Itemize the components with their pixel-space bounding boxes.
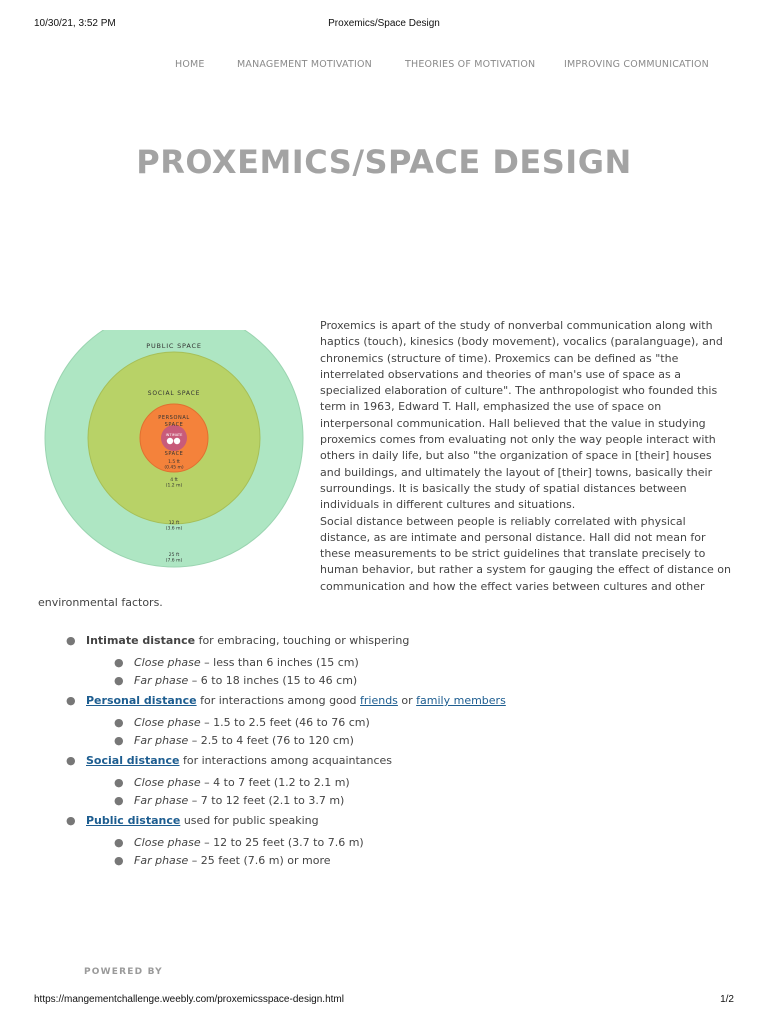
close-phase-text: – 1.5 to 2.5 feet (46 to 76 cm) (200, 716, 370, 729)
desc-intimate: for embracing, touching or whispering (195, 634, 410, 647)
list-item-public (66, 814, 319, 827)
list-item-personal (66, 694, 506, 707)
distance-2-ft: 4 ft (170, 478, 178, 483)
bullet: ● (66, 634, 76, 647)
far-phase-label: Far phase (134, 794, 189, 807)
distance-1-ft: 1.5 ft (168, 460, 180, 465)
sublist-item (114, 734, 354, 747)
intro-text (320, 318, 734, 595)
close-phase-text: – 4 to 7 feet (1.2 to 2.1 m) (200, 776, 350, 789)
term-personal-distance-link[interactable]: Personal distance (86, 694, 197, 707)
close-phase-text: – less than 6 inches (15 cm) (200, 656, 359, 669)
far-phase-label: Far phase (134, 854, 189, 867)
sublist-item (114, 716, 370, 729)
distance-4-ft: 25 ft (168, 553, 180, 558)
print-footer (0, 994, 768, 1008)
bullet: ● (66, 754, 76, 767)
sublist-item (114, 836, 364, 849)
print-datetime: 10/30/21, 3:52 PM (34, 18, 116, 29)
far-phase-label: Far phase (134, 734, 189, 747)
nav-theories-of-motivation[interactable]: THEORIES OF MOTIVATION (405, 59, 536, 70)
distance-4-m: (7.6 m) (165, 558, 183, 564)
intro-paragraph-2: Social distance between people is reliably correlated with physical distance, as are intimate and personal distance. Hall did not mean for these measurements to be strict guidelines that translate precisely to human behavior, but rather a system for gauging the effect of distance on communication and how the effect varies between cultures and other (320, 514, 731, 593)
term-intimate-distance: Intimate distance (86, 634, 196, 647)
sublist-item (114, 674, 358, 687)
person-marker-left (167, 438, 173, 444)
close-phase-text: – 12 to 25 feet (3.7 to 7.6 m) (200, 836, 364, 849)
term-social-distance-link[interactable]: Social distance (86, 754, 180, 767)
far-phase-text: – 6 to 18 inches (15 to 46 cm) (188, 674, 358, 687)
bullet: ● (66, 694, 76, 707)
label-intimate-space: INTIMATE (165, 433, 183, 437)
bullet: ● (114, 836, 124, 849)
sublist-item (114, 776, 350, 789)
bullet: ● (114, 656, 124, 669)
print-url: https://mangementchallenge.weebly.com/proxemicsspace-design.html (34, 994, 344, 1005)
family-members-link[interactable]: family members (416, 694, 506, 707)
far-phase-text: – 2.5 to 4 feet (76 to 120 cm) (188, 734, 354, 747)
intimate-space-circle (161, 425, 187, 451)
label-personal-space-1: PERSONAL (158, 415, 190, 421)
close-phase-label: Close phase (134, 656, 201, 669)
list-item-intimate (66, 634, 410, 647)
desc-personal-b: or (397, 694, 417, 707)
close-phase-label: Close phase (134, 716, 201, 729)
distance-1-m: (0.45 m) (164, 465, 184, 471)
page-title: PROXEMICS/SPACE DESIGN (136, 143, 632, 181)
distance-3-ft: 12 ft (168, 521, 180, 526)
desc-social: for interactions among acquaintances (179, 754, 393, 767)
print-doc-title: Proxemics/Space Design (328, 18, 440, 29)
bullet: ● (114, 854, 124, 867)
label-social-space: SOCIAL SPACE (147, 390, 201, 397)
close-phase-label: Close phase (134, 776, 201, 789)
label-personal-space-3: SPACE (164, 451, 184, 457)
label-personal-space-2: SPACE (164, 422, 184, 428)
intro-paragraph-1: Proxemics is apart of the study of nonverbal communication along with haptics (touch), kinesics (body movement), vocalics (paralanguage), and chronemics (structure of time). Proxemics can be defined as "the interrelated observations and theories of man's use of space as a specialized elaboration of culture". The anthropologist who founded this term in 1963, Edward T. Hall, emphasized the use of space on interpersonal communication. Hall believed that the value in studying proxemics comes from evaluating not only the way people interact with others in daily life, but also "the organization of space in [their] houses and buildings, and ultimately the layout of [their] towns, basically their surroundings. It is basically the study of spatial distances between individuals in different cultures and situations. (320, 319, 723, 512)
print-page-number: 1/2 (720, 994, 734, 1005)
term-public-distance-link[interactable]: Public distance (86, 814, 181, 827)
nav-home[interactable]: HOME (175, 59, 205, 70)
list-item-social (66, 754, 393, 767)
powered-by-footer[interactable]: POWERED BY (84, 967, 163, 977)
bullet: ● (114, 674, 124, 687)
sublist-item (114, 794, 345, 807)
close-phase-label: Close phase (134, 836, 201, 849)
far-phase-text: – 7 to 12 feet (2.1 to 3.7 m) (188, 794, 345, 807)
desc-personal-a: for interactions among good (196, 694, 360, 707)
nav-improving-communication[interactable]: IMPROVING COMMUNICATION (564, 59, 709, 70)
intro-paragraph-2-tail: environmental factors. (38, 596, 163, 609)
nav-management-motivation[interactable]: MANAGEMENT MOTIVATION (237, 59, 372, 70)
distance-3-m: (3.6 m) (165, 526, 183, 532)
desc-public: used for public speaking (180, 814, 319, 827)
label-public-space: PUBLIC SPACE (146, 342, 202, 350)
friends-link[interactable]: friends (360, 694, 398, 707)
bullet: ● (114, 794, 124, 807)
bullet: ● (114, 776, 124, 789)
top-navigation (0, 59, 768, 73)
distance-2-m: (1.2 m) (165, 483, 183, 489)
sublist-item (114, 854, 331, 867)
bullet: ● (114, 734, 124, 747)
person-marker-right (174, 438, 180, 444)
far-phase-text: – 25 feet (7.6 m) or more (188, 854, 331, 867)
far-phase-label: Far phase (134, 674, 189, 687)
bullet: ● (66, 814, 76, 827)
print-header (0, 18, 768, 32)
proxemics-diagram (40, 330, 310, 570)
sublist-item (114, 656, 359, 669)
bullet: ● (114, 716, 124, 729)
